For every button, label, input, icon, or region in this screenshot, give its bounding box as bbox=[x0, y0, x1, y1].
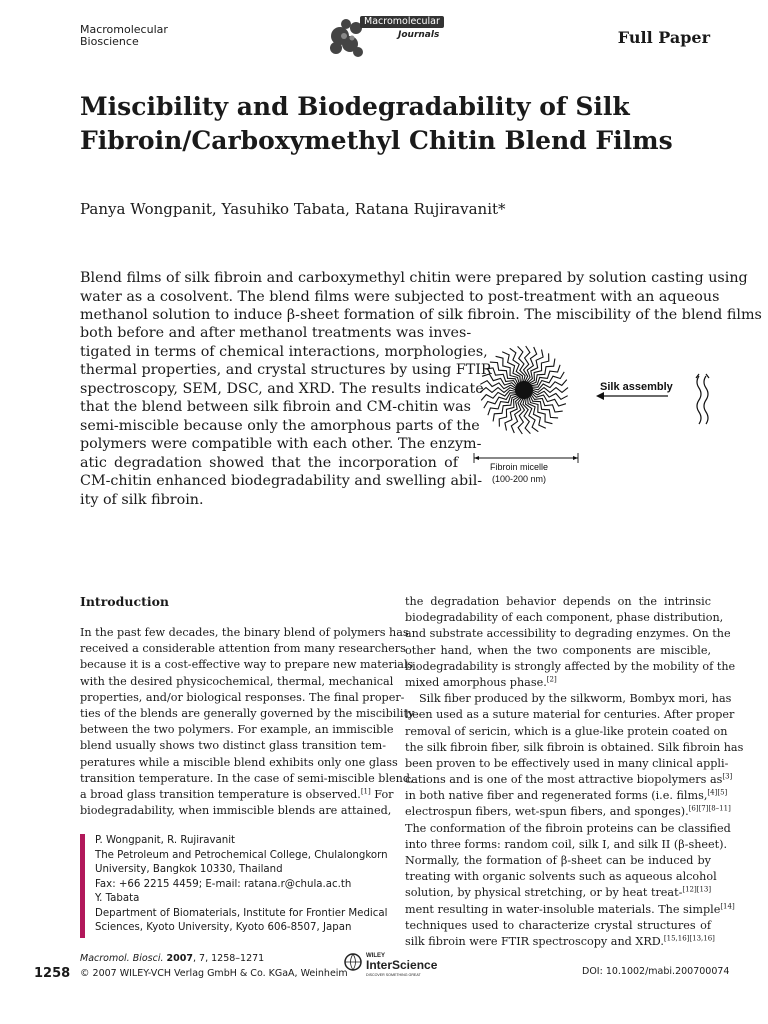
journals-logo-title: Macromolecular bbox=[360, 16, 444, 28]
citation-ref: [4] bbox=[707, 788, 718, 797]
graphical-abstract bbox=[468, 332, 728, 492]
body-line: In the past few decades, the binary blend of polymers has bbox=[80, 626, 409, 639]
micelle-core bbox=[515, 381, 533, 399]
journal-name-line1: Macromolecular bbox=[80, 23, 168, 36]
citation-ref: [13] bbox=[696, 885, 712, 894]
silk-fiber-glyph bbox=[696, 374, 709, 424]
citation-line bbox=[80, 952, 348, 967]
body-line-with-ref bbox=[405, 804, 731, 820]
abstract-line: tigated in terms of chemical interactions, morphologies, bbox=[80, 343, 488, 360]
body-line: the degradation behavior depends on the intrinsic bbox=[405, 595, 711, 608]
affiliation-line: Y. Tabata bbox=[95, 893, 140, 904]
affiliation-line: P. Wongpanit, R. Rujiravanit bbox=[95, 835, 236, 846]
body-line-with-ref bbox=[405, 675, 711, 691]
size-bar-arrow-right bbox=[573, 456, 578, 460]
affiliation-accent-bar bbox=[80, 834, 85, 938]
body-text: in both native fiber and regenerated forms (i.e. films, bbox=[405, 789, 708, 803]
abstract-line: semi-miscible because only the amorphous parts of the bbox=[80, 417, 480, 434]
title-line-2: Fibroin/Carboxymethyl Chitin Blend Films bbox=[80, 126, 673, 155]
body-line: properties, and/or biological responses. The final proper- bbox=[80, 690, 405, 704]
citation-ref: [1] bbox=[360, 787, 371, 796]
body-line: because it is a cost-effective way to prepare new materials bbox=[80, 658, 414, 672]
interscience-tagline: DISCOVER SOMETHING GREAT bbox=[366, 973, 421, 977]
body-line-with-ref bbox=[405, 934, 715, 950]
body-line: between the two polymers. For example, an immiscible bbox=[80, 723, 394, 737]
affiliation-line: The Petroleum and Petrochemical College, Chulalongkorn bbox=[95, 849, 388, 861]
citation-ref: [2] bbox=[546, 675, 557, 684]
journals-logo-subtitle: Journals bbox=[398, 30, 440, 40]
body-line: ties of the blends are generally governed by the miscibility bbox=[80, 706, 415, 720]
citation-ref: [13,16] bbox=[689, 934, 715, 943]
size-bar-arrow-left bbox=[474, 456, 479, 460]
body-text: ment resulting in water-insoluble materials. The simple bbox=[405, 902, 721, 916]
micelle-label: Fibroin micelle bbox=[490, 462, 549, 472]
body-line: blend usually shows two distinct glass transition tem- bbox=[80, 739, 386, 753]
body-line: received a considerable attention from many researchers bbox=[80, 642, 406, 656]
body-line: biodegradability of each component, phase distribution, bbox=[405, 611, 724, 625]
doi: DOI: 10.1002/mabi.200700074 bbox=[582, 966, 730, 977]
citation-ref: [8–11] bbox=[708, 804, 731, 813]
body-line: treating with organic solvents such as aqueous alcohol bbox=[405, 870, 717, 884]
wiley-label: WILEY bbox=[366, 953, 385, 959]
article-title bbox=[80, 90, 700, 158]
affiliation-line: Department of Biomaterials, Institute for Frontier Medical bbox=[95, 907, 388, 919]
citation-rest: , 7, 1258–1271 bbox=[193, 953, 265, 964]
interscience-label: InterScience bbox=[366, 958, 438, 972]
body-line-with-ref bbox=[405, 772, 733, 788]
abstract-line: that the blend between silk fibroin and CM-chitin was bbox=[80, 399, 472, 415]
author-list: Panya Wongpanit, Yasuhiko Tabata, Ratana Rujiravanit* bbox=[80, 200, 506, 218]
affiliation-block bbox=[95, 834, 395, 936]
body-line: biodegradability, when immiscible blends are attained, bbox=[80, 804, 392, 818]
citation-ref: [5] bbox=[717, 788, 728, 797]
abstract-line: water as a cosolvent. The blend films were subjected to post-treatment with an aqueous bbox=[80, 288, 720, 305]
abstract-line: methanol solution to induce β-sheet formation of silk fibroin. The miscibility of the blend films bbox=[80, 307, 762, 323]
assembly-arrowhead bbox=[596, 392, 604, 400]
title-line-1: Miscibility and Biodegradability of Silk bbox=[80, 92, 630, 121]
abstract-full-width bbox=[80, 269, 762, 325]
article-type: Full Paper bbox=[617, 28, 710, 47]
interscience-logo bbox=[344, 949, 456, 979]
body-line: Normally, the formation of β-sheet can be induced by bbox=[405, 854, 711, 867]
body-line: The conformation of the fibroin proteins can be classified bbox=[405, 821, 731, 835]
citation-ref: [15,16] bbox=[663, 934, 690, 943]
citation-journal: Macromol. Biosci. bbox=[80, 953, 164, 964]
body-line-with-ref bbox=[405, 901, 735, 918]
body-line: with the desired physicochemical, thermal, mechanical bbox=[80, 674, 394, 688]
abstract-column bbox=[80, 324, 492, 509]
body-line-with-ref bbox=[405, 788, 728, 804]
body-line: been proven to be effectively used in many clinical appli- bbox=[405, 756, 729, 770]
abstract-line: ity of silk fibroin. bbox=[80, 491, 204, 508]
abstract-line: thermal properties, and crystal structures by using FTIR bbox=[80, 362, 492, 378]
body-column-right bbox=[405, 594, 744, 950]
citation-ref: [12] bbox=[682, 885, 697, 894]
citation-ref: [6] bbox=[688, 804, 699, 813]
body-text: silk fibroin were FTIR spectroscopy and XRD. bbox=[405, 934, 664, 948]
citation-ref: [3] bbox=[722, 772, 733, 781]
body-line: Silk fiber produced by the silkworm, Bombyx mori, has bbox=[419, 692, 732, 706]
page-number: 1258 bbox=[34, 966, 71, 981]
body-line: and substrate accessibility to degrading enzymes. On the bbox=[405, 627, 731, 641]
body-column-left bbox=[80, 625, 415, 819]
abstract-line: spectroscopy, SEM, DSC, and XRD. The results indicate bbox=[80, 380, 484, 397]
section-heading-introduction: Introduction bbox=[80, 594, 170, 609]
body-text: a broad glass transition temperature is observed. bbox=[80, 787, 361, 801]
abstract-line: Blend films of silk fibroin and carboxymethyl chitin were prepared by solution casting using bbox=[80, 270, 748, 286]
body-line: peratures while a miscible blend exhibits only one glass bbox=[80, 755, 398, 769]
abstract-line: polymers were compatible with each other. The enzym- bbox=[80, 436, 482, 452]
body-text: solution, by physical stretching, or by heat treat- bbox=[405, 886, 683, 900]
body-line: techniques used to characterize crystal structures of bbox=[405, 918, 711, 932]
journal-name-line2: Bioscience bbox=[80, 35, 139, 48]
body-text: mixed amorphous phase. bbox=[405, 675, 547, 689]
body-text: electrospun fibers, wet-spun fibers, and sponges). bbox=[405, 805, 689, 819]
affiliation-line: Sciences, Kyoto University, Kyoto 606-8507, Japan bbox=[95, 922, 352, 933]
citation-year: 2007 bbox=[166, 953, 193, 964]
abstract-line: atic degradation showed that the incorporation of bbox=[80, 454, 458, 471]
abstract-line: CM-chitin enhanced biodegradability and swelling abil- bbox=[80, 473, 483, 489]
body-line: into three forms: random coil, silk I, and silk II (β-sheet). bbox=[405, 837, 728, 851]
citation-ref: [14] bbox=[720, 901, 735, 910]
body-line: been used as a suture material for centuries. After proper bbox=[405, 708, 735, 722]
body-text: cations and is one of the most attractive biopolymers as bbox=[405, 773, 723, 787]
abstract-line: both before and after methanol treatments was inves- bbox=[80, 325, 472, 341]
body-text: For bbox=[370, 787, 394, 801]
silk-assembly-label: Silk assembly bbox=[600, 381, 673, 393]
citation-block bbox=[80, 952, 348, 981]
affiliation-line: Fax: +66 2215 4459; E-mail: ratana.r@chula.ac.th bbox=[95, 878, 352, 890]
body-line: transition temperature. In the case of semi-miscible blend, bbox=[80, 771, 414, 785]
body-line: removal of sericin, which is a glue-like protein coated on bbox=[405, 724, 728, 738]
body-line: the silk fibroin fiber, silk fibroin is obtained. Silk fibroin has bbox=[405, 740, 744, 754]
body-line: biodegradability is strongly affected by the mobility of the bbox=[405, 659, 736, 673]
micelle-size-label: (100-200 nm) bbox=[492, 474, 547, 484]
citation-ref: [7] bbox=[698, 804, 709, 813]
body-line-with-ref bbox=[80, 787, 394, 803]
body-line: other hand, when the two components are miscible, bbox=[405, 643, 711, 657]
body-line-with-ref bbox=[405, 885, 711, 901]
copyright-line: © 2007 WILEY-VCH Verlag GmbH & Co. KGaA, Weinheim bbox=[80, 967, 348, 979]
affiliation-line: University, Bangkok 10330, Thailand bbox=[95, 864, 283, 875]
journal-name bbox=[80, 24, 200, 48]
